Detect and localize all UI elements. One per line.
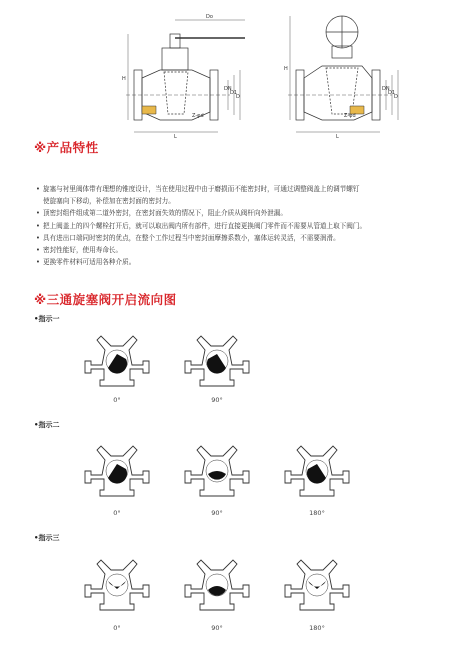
angle-label: 90°	[211, 396, 223, 404]
valve-plug	[108, 581, 126, 589]
features-list	[36, 183, 446, 268]
valve-bore	[106, 574, 128, 596]
valve-drawing-right	[282, 10, 432, 140]
dim-d-left: D	[236, 94, 240, 100]
valve-body-outline	[85, 560, 149, 610]
dim-zd-left: Z-φd	[192, 113, 204, 119]
valve-plug	[207, 354, 226, 374]
feature-item: • 把上阀盖上的四个螺栓打开后，就可以取出阀内所有部件，进行直接更换阀门零件而不需要从管道上取下阀门。	[36, 220, 446, 232]
valve-flow-diagram	[182, 438, 252, 498]
dim-h-left: H	[122, 76, 126, 82]
valve-flow-diagram	[282, 438, 352, 498]
dim-h-right: H	[284, 66, 288, 72]
valve-plug	[108, 354, 127, 374]
angle-label: 180°	[309, 624, 325, 632]
valve-plug	[208, 471, 226, 480]
indication-1-label: •指示一	[34, 315, 60, 323]
feature-item: • 旋塞与衬里阀体带有理想的锥度设计，当在使用过程中由于磨损而不能密封时，可通过调整阀盖上的调节螺钉	[36, 183, 446, 195]
valve-plug	[308, 581, 326, 589]
valve-flow-diagram	[182, 328, 252, 388]
angle-label: 0°	[113, 509, 121, 517]
dim-d-right: D	[394, 94, 398, 100]
dim-l-left: L	[174, 134, 177, 140]
dim-zd-right: Z-φd	[344, 113, 356, 119]
dim-do: Do	[206, 14, 213, 20]
feature-item: • 具有进出口端同时密封的优点，在整个工作过程当中密封面摩擦系数小，塞体运转灵活，不需要润滑。	[36, 232, 446, 244]
angle-label: 90°	[211, 624, 223, 632]
dim-d1-left: D1	[230, 90, 238, 96]
angle-label: 90°	[211, 509, 223, 517]
angle-label: 0°	[113, 396, 121, 404]
flow-title: ※三通旋塞阀开启流向图	[34, 292, 177, 307]
dim-l-right: L	[336, 134, 339, 140]
feature-item-continuation: 使旋塞向下移动，补偿加在密封面的密封力。	[43, 197, 175, 206]
valve-flow-diagram	[82, 552, 152, 612]
valve-body-outline	[285, 560, 349, 610]
valve-flow-diagram	[82, 328, 152, 388]
angle-label: 0°	[113, 624, 121, 632]
indication-2-label: •指示二	[34, 421, 60, 429]
valve-flow-diagram	[182, 552, 252, 612]
valve-body-outline	[185, 560, 249, 610]
features-title: ※产品特性	[34, 140, 99, 155]
valve-bore	[306, 574, 328, 596]
valve-flow-diagram	[82, 438, 152, 498]
angle-label: 180°	[309, 509, 325, 517]
feature-item: • 密封性能好，使用寿命长。	[36, 244, 446, 256]
feature-item: • 更换零件材料可适用各种介质。	[36, 256, 446, 268]
valve-flow-diagram	[282, 552, 352, 612]
indication-3-label: •指示三	[34, 534, 60, 542]
feature-item: • 顶密封组件组成第二道外密封，在密封面失效的情况下，阻止介质从阀杆向外泄漏。	[36, 207, 446, 219]
dim-dn-left: DN	[224, 86, 232, 92]
valve-plug	[108, 464, 127, 484]
dim-d1-right: D1	[388, 90, 396, 96]
dim-dn-right: DN	[382, 86, 390, 92]
valve-plug	[307, 464, 326, 484]
